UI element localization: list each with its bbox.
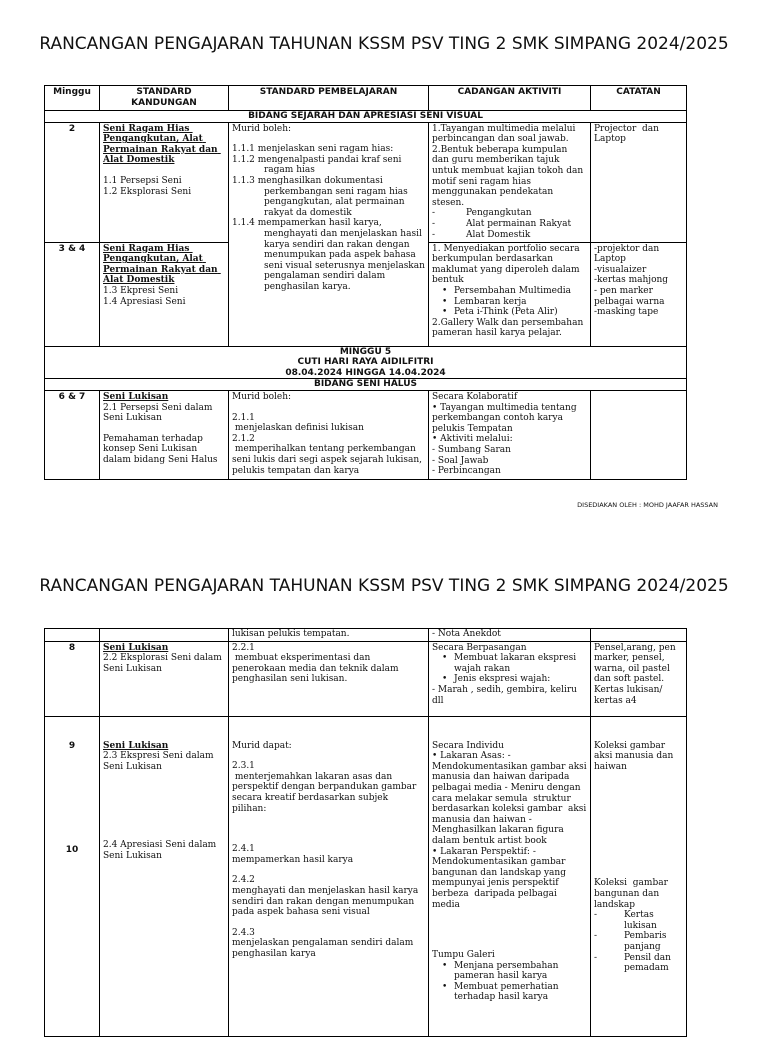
holiday-notice [45, 346, 687, 379]
header-catatan: CATATAN [591, 86, 687, 111]
aktiviti-bullet: • Jenis ekspresi wajah: [432, 674, 587, 685]
kandungan-item: 1.3 Ekpresi Seni [103, 285, 179, 296]
aktiviti-intro: Secara Berpasangan [432, 642, 527, 653]
catatan-text: Pensel,arang, pen marker, pensel, warna, oil pastel dan soft pastel. Kertas lukisan/ kertas a4 [594, 642, 679, 706]
standard-pembelajaran-cell [229, 390, 429, 479]
aktiviti-continued: - Nota Anekdot [429, 629, 591, 642]
holiday-dates: 08.04.2024 HINGGA 14.04.2024 [285, 367, 446, 378]
pembelajaran-number: 2.1.2 [232, 433, 255, 444]
catatan-cell [591, 242, 687, 346]
section-heading: BIDANG SEJARAH DAN APRESIASI SENI VISUAL [45, 111, 687, 123]
cadangan-aktiviti-cell [429, 122, 591, 242]
pembelajaran-text: menjelaskan pengalaman sendiri dalam penghasilan karya [232, 938, 417, 959]
pembelajaran-text: menjelaskan definisi lukisan [232, 423, 364, 434]
aktiviti-intro: 1. Menyediakan portfolio secara berkumpulan berdasarkan maklumat yang diperoleh dalam bentuk [432, 243, 583, 286]
pembelajaran-text: mempamerkan hasil karya [232, 854, 354, 865]
aktiviti-dash-item: - Alat permainan Rakyat [432, 219, 587, 230]
pembelajaran-number: 2.4.1 [232, 844, 255, 855]
kandungan-item: 1.4 Apresiasi Seni [103, 296, 186, 307]
header-standard-pembelajaran: STANDARD PEMBELAJARAN [229, 86, 429, 111]
week-cell: 2 [45, 122, 100, 242]
aktiviti-dash-item: - Pengangkutan [432, 208, 587, 219]
cadangan-aktiviti-cell [429, 390, 591, 479]
week-10-label: 10 [65, 845, 79, 856]
catatan-item: - pen marker pelbagai warna [594, 285, 665, 307]
pembelajaran-item: 1.1.3 menghasilkan dokumentasi perkembangan seni ragam hias pengangkutan, alat permainan rakyat da domestik [232, 175, 408, 218]
aktiviti-line: - Soal Jawab [432, 455, 489, 466]
standard-pembelajaran-cell [229, 716, 429, 1036]
standard-pembelajaran-cell [229, 122, 429, 346]
kandungan-title: Seni Ragam Hias Pengangkutan, Alat Permainan Rakyat dan Alat Domestik [103, 123, 221, 166]
catatan-cell [591, 390, 687, 479]
kandungan-title: Seni Lukisan [103, 642, 169, 653]
week-cell [45, 629, 100, 642]
plan-table-1 [44, 85, 687, 480]
aktiviti-bullet: • Menjana persembahan pameran hasil karya [432, 961, 587, 982]
pembelajaran-continued: lukisan pelukis tempatan. [229, 629, 429, 642]
section-heading: BIDANG SENI HALUS [45, 379, 687, 391]
aktiviti-bullet: • Membuat lakaran ekspresi wajah rakan [432, 653, 587, 674]
pembelajaran-number: 2.4.2 [232, 875, 255, 886]
standard-kandungan-cell [100, 122, 229, 242]
pembelajaran-text: memperihalkan tentang perkembangan seni lukis dari segi aspek sejarah lukisan, pelukis tempatan dan karya [232, 444, 425, 476]
aktiviti-line: 1.Tayangan multimedia melalui perbincangan dan soal jawab. [432, 123, 579, 145]
aktiviti-line: • Aktiviti melalui: [432, 434, 513, 445]
aktiviti-bullet: • Lembaran kerja [432, 297, 587, 308]
pembelajaran-item: 1.1.2 mengenalpasti pandai kraf seni ragam hias [232, 154, 402, 176]
kandungan-item: Pemahaman terhadap konsep Seni Lukisan dalam bidang Seni Halus [103, 433, 218, 465]
catatan-text: Koleksi gambar bangunan dan landskap [594, 878, 671, 910]
catatan-text: Koleksi gambar aksi manusia dan haiwan [594, 740, 677, 772]
pembelajaran-item: 1.1.1 menjelaskan seni ragam hias: [232, 144, 394, 155]
pembelajaran-text: menterjemahkan lakaran asas dan perspektif dengan berpandukan gambar secara kreatif berdasarkan subjek pilihan: [232, 771, 420, 814]
kandungan-title: Seni Lukisan [103, 740, 169, 751]
pembelajaran-item: 1.1.4 mempamerkan hasil karya, menghayati dan menjelaskan hasil karya sendiri dan rakan dengan menumpukan pada aspek bahasa seni visual seterusnya menjelaskan pengalaman sendiri dalam penghasilan karya. [232, 218, 425, 292]
aktiviti-line: Tumpu Galeri [432, 950, 495, 961]
header-minggu: Minggu [45, 86, 100, 111]
standard-kandungan-cell [100, 629, 229, 642]
pembelajaran-number: 2.2.1 [232, 642, 255, 653]
header-standard-kandungan: STANDARD KANDUNGAN [100, 86, 229, 111]
aktiviti-line: - Marah , sedih, gembira, keliru dll [432, 684, 580, 706]
aktiviti-bullet: • Membuat pemerhatian terhadap hasil karya [432, 982, 587, 1003]
aktiviti-line: Secara Kolaboratif [432, 391, 518, 402]
pembelajaran-number: 2.3.1 [232, 761, 255, 772]
catatan-cell [591, 641, 687, 716]
aktiviti-line: 2.Gallery Walk dan persembahan pameran hasil karya pelajar. [432, 317, 587, 339]
week-9-label: 9 [68, 740, 76, 751]
catatan-dash-item: - Pembaris panjang [594, 931, 683, 952]
catatan-dash-item: - Kertas lukisan [594, 910, 683, 931]
standard-kandungan-cell [100, 641, 229, 716]
kandungan-item: 2.3 Ekspresi Seni dalam Seni Lukisan [103, 751, 217, 772]
pembelajaran-number: 2.1.1 [232, 412, 255, 423]
catatan-dash-item: - Pensil dan pemadam [594, 953, 683, 974]
catatan-cell [591, 122, 687, 242]
aktiviti-line: • Tayangan multimedia tentang perkembangan contoh karya pelukis Tempatan [432, 402, 580, 434]
catatan-cell [591, 716, 687, 1036]
catatan-text: Projector dan Laptop [594, 123, 662, 145]
catatan-item: -visualaizer [594, 264, 647, 275]
pembelajaran-intro: Murid dapat: [232, 740, 292, 751]
aktiviti-line: 2.Bentuk beberapa kumpulan dan guru memberikan tajuk untuk membuat kajian tokoh dan motif seni ragam hias menggunakan pendekatan stesen. [432, 144, 586, 208]
kandungan-item: 2.1 Persepsi Seni dalam Seni Lukisan [103, 402, 216, 424]
kandungan-title: Seni Ragam Hias Pengangkutan, Alat Permainan Rakyat dan Alat Domestik [103, 243, 221, 286]
pembelajaran-intro: Murid boleh: [232, 391, 292, 402]
page-title: RANCANGAN PENGAJARAN TAHUNAN KSSM PSV TING 2 SMK SIMPANG 2024/2025 [39, 576, 729, 596]
kandungan-item: 2.2 Eksplorasi Seni dalam Seni Lukisan [103, 653, 225, 674]
catatan-item: -projektor dan Laptop [594, 243, 663, 265]
kandungan-title: Seni Lukisan [103, 391, 169, 402]
aktiviti-line: - Sumbang Saran [432, 444, 511, 455]
pembelajaran-text: menghayati dan menjelaskan hasil karya sendiri dan rakan dengan menumpukan pada aspek bahasa seni visual [232, 885, 422, 918]
kandungan-item: 2.4 Apresiasi Seni dalam Seni Lukisan [103, 840, 220, 861]
catatan-item: -masking tape [594, 307, 659, 318]
plan-table-2 [44, 628, 687, 1037]
holiday-name: CUTI HARI RAYA AIDILFITRI [297, 357, 434, 368]
aktiviti-bullet: • Persembahan Multimedia [432, 286, 587, 297]
kandungan-item: 1.1 Persepsi Seni [103, 175, 182, 186]
cadangan-aktiviti-cell [429, 716, 591, 1036]
standard-kandungan-cell [100, 242, 229, 346]
catatan-cell [591, 629, 687, 642]
catatan-item: -kertas mahjong [594, 275, 669, 286]
cadangan-aktiviti-cell [429, 641, 591, 716]
pembelajaran-intro: Murid boleh: [232, 123, 292, 134]
standard-pembelajaran-cell [229, 641, 429, 716]
week-cell: 8 [45, 641, 100, 716]
standard-kandungan-cell [100, 716, 229, 1036]
standard-kandungan-cell [100, 390, 229, 479]
prepared-by: DISEDIAKAN OLEH : MOHD JAAFAR HASSAN [577, 501, 718, 509]
week-cell: 3 & 4 [45, 242, 100, 346]
pembelajaran-text: membuat eksperimentasi dan penerokaan media dan teknik dalam penghasilan seni lukisan. [232, 653, 402, 685]
cadangan-aktiviti-cell [429, 242, 591, 346]
week-cell [45, 716, 100, 1036]
header-cadangan-aktiviti: CADANGAN AKTIVITI [429, 86, 591, 111]
aktiviti-text: Secara Individu • Lakaran Asas: - Mendokumentasikan gambar aksi manusia dan haiwan daripada pelbagai media - Meniru dengan cara melakar semula struktur berdasarkan koleksi gambar aksi manusia dan haiwan - Menghasilkan lakaran figura dalam bentuk artist book • Lakaran Perspektif: - Mendokumentasikan gambar bangunan dan landskap yang mempunyai jenis perspektif berbeza daripada pelbagai media [432, 740, 587, 910]
aktiviti-line: - Perbincangan [432, 466, 501, 477]
aktiviti-bullet: • Peta i-Think (Peta Alir) [432, 307, 587, 318]
pembelajaran-number: 2.4.3 [232, 927, 255, 938]
aktiviti-dash-item: - Alat Domestik [432, 230, 587, 241]
week-cell: 6 & 7 [45, 390, 100, 479]
holiday-week: MINGGU 5 [339, 346, 392, 357]
kandungan-item: 1.2 Eksplorasi Seni [103, 186, 192, 197]
page-title: RANCANGAN PENGAJARAN TAHUNAN KSSM PSV TING 2 SMK SIMPANG 2024/2025 [39, 34, 729, 54]
